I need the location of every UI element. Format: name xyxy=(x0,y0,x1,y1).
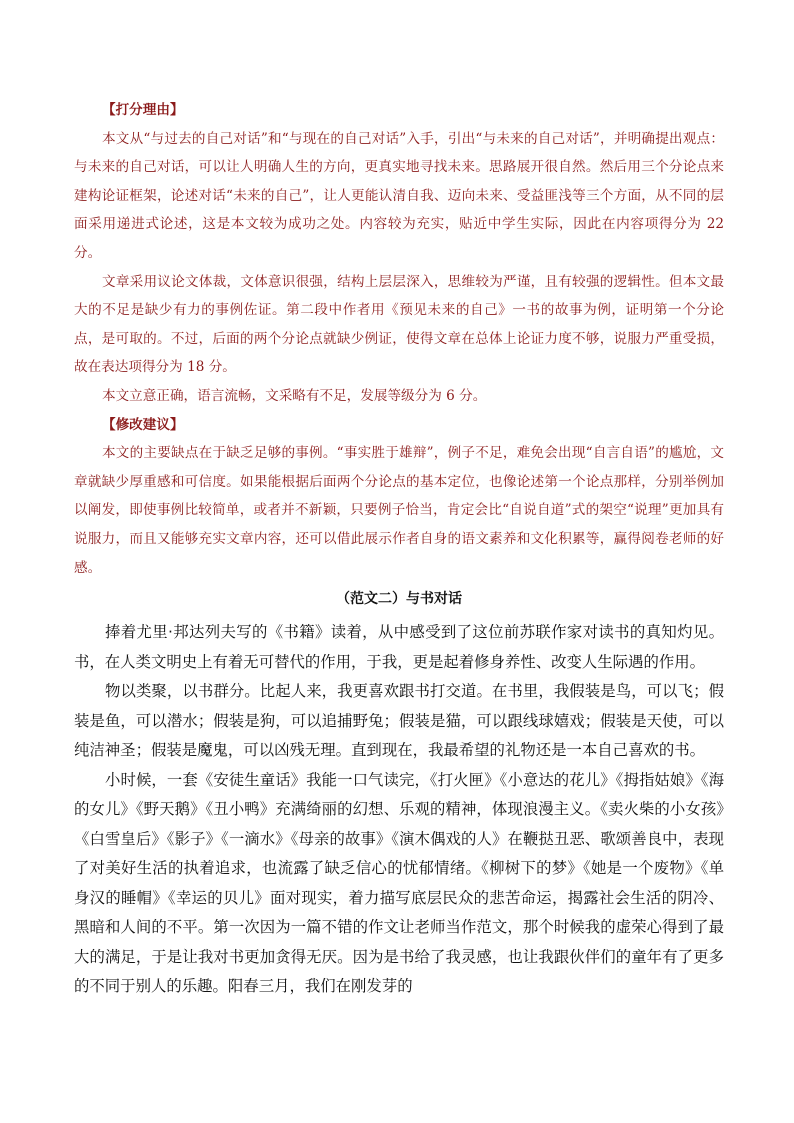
essay-body xyxy=(74,618,724,1002)
essay-title: （范文二）与书对话 xyxy=(336,591,462,608)
scoring-paragraph-3: 本文立意正确，语言流畅，文采略有不足，发展等级分为 6 分。 xyxy=(102,387,487,404)
suggestion-paragraph-1: 本文的主要缺点在于缺乏足够的事例。“事实胜于雄辩”，例子不足，难免会出现“自言自语”的尴尬，文章就缺少厚重感和可信度。如果能根据后面两个分论点的基本定位，也像论述第一个论点那样，分别举例加以阐发，即使事例比较简单，或者并不新颖，只要例子恰当，肯定会比“自说自道”式的架空“说理”更加具有说服力，而且又能够充实文章内容，还可以借此展示作者自身的语文素养和文化积累等，赢得阅卷老师的好感。 xyxy=(74,445,724,576)
essay-paragraph-1: 捧着尤里·邦达列夫写的《书籍》读着，从中感受到了这位前苏联作家对读书的真知灼见。书，在人类文明史上有着无可替代的作用，于我，更是起着修身养性、改变人生际遇的作用。 xyxy=(74,623,724,671)
suggestion-heading: 【修改建议】 xyxy=(102,416,184,433)
page-content xyxy=(74,96,724,1002)
essay-paragraph-2: 物以类聚，以书群分。比起人来，我更喜欢跟书打交道。在书里，我假装是鸟，可以飞；假装是鱼，可以潜水；假装是狗，可以追捕野兔；假装是猫，可以跟线球嬉戏；假装是天使，可以纯洁神圣；假装是魔鬼，可以凶残无理。直到现在，我最希望的礼物还是一本自己喜欢的书。 xyxy=(74,682,724,760)
scoring-paragraph-2: 文章采用议论文体裁，文体意识很强，结构上层层深入，思维较为严谨，且有较强的逻辑性。但本文最大的不足是缺少有力的事例佐证。第二段中作者用《预见未来的自己》一书的故事为例，证明第一个分论点，是可取的。不过，后面的两个分论点就缺少例证，使得文章在总体上论证力度不够，说服力严重受损，故在表达项得分为 18 分。 xyxy=(74,273,724,376)
essay-paragraph-3: 小时候，一套《安徒生童话》我能一口气读完，《打火匣》《小意达的花儿》《拇指姑娘》《海的女儿》《野天鹅》《丑小鸭》充满绮丽的幻想、乐观的精神，体现浪漫主义。《卖火柴的小女孩》《白雪皇后》《影子》《一滴水》《母亲的故事》《演木偶戏的人》在鞭挞丑恶、歌颂善良中，表现了对美好生活的执着追求，也流露了缺乏信心的忧郁情绪。《柳树下的梦》《她是一个废物》《单身汉的睡帽》《幸运的贝儿》面对现实，着力描写底层民众的悲苦命运，揭露社会生活的阴冷、黑暗和人间的不平。第一次因为一篇不错的作文让老师当作范文，那个时候我的虚荣心得到了最大的满足，于是让我对书更加贪得无厌。因为是书给了我灵感，也让我跟伙伴们的童年有了更多的不同于别人的乐趣。阳春三月，我们在刚发芽的 xyxy=(74,770,724,996)
scoring-heading: 【打分理由】 xyxy=(102,102,184,118)
review-section xyxy=(74,96,724,582)
scoring-paragraph-1: 本文从“与过去的自己对话”和“与现在的自己对话”入手，引出“与未来的自己对话”，并明确提出观点：与未来的自己对话，可以让人明确人生的方向，更真实地寻找未来。思路展开很自然。然后用三个分论点来建构论证框架，论述对话“未来的自己”，让人更能认清自我、迈向未来、受益匪浅等三个方面，从不同的层面采用递进式论述，这是本文较为成功之处。内容较为充实，贴近中学生实际，因此在内容项得分为 22 分。 xyxy=(74,130,724,261)
